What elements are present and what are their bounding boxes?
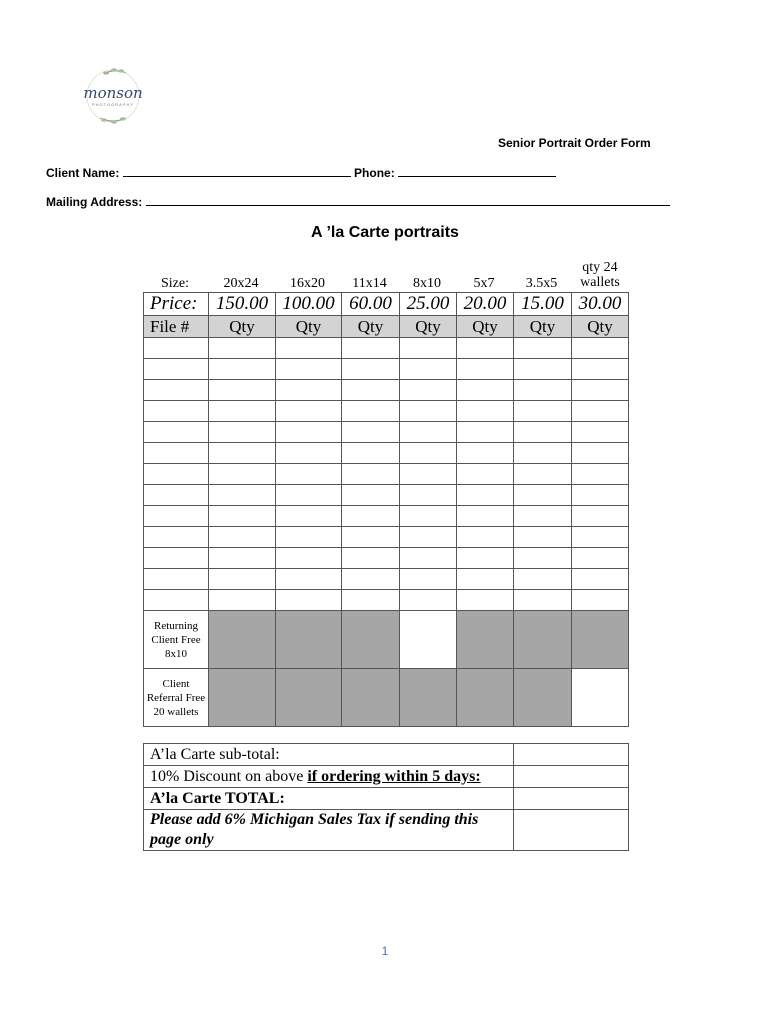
- mailing-address-label: Mailing Address:: [46, 195, 143, 209]
- file-number-cell[interactable]: [144, 422, 209, 443]
- size-label: Size:: [161, 276, 189, 291]
- disabled-cell: [209, 611, 276, 669]
- qty-cell[interactable]: [209, 527, 276, 548]
- qty-cell[interactable]: [342, 548, 400, 569]
- file-number-cell[interactable]: [144, 464, 209, 485]
- qty-cell[interactable]: [276, 590, 342, 611]
- qty-cell[interactable]: [209, 401, 276, 422]
- section-title: A ’la Carte portraits: [311, 224, 459, 241]
- entry-row: [144, 464, 629, 485]
- entry-cell[interactable]: [400, 611, 457, 669]
- size-header: 11x14: [352, 276, 387, 291]
- file-number-cell[interactable]: [144, 527, 209, 548]
- size-header: 3.5x5: [525, 276, 558, 291]
- qty-cell[interactable]: [400, 380, 457, 401]
- file-number-cell[interactable]: [144, 590, 209, 611]
- qty-cell[interactable]: [276, 548, 342, 569]
- qty-cell[interactable]: [400, 506, 457, 527]
- qty-cell[interactable]: [514, 380, 572, 401]
- qty-cell[interactable]: [457, 506, 514, 527]
- file-number-cell[interactable]: [144, 401, 209, 422]
- qty-cell[interactable]: [276, 380, 342, 401]
- returning-client-label: Returning Client Free 8x10: [144, 611, 209, 669]
- qty-cell[interactable]: [400, 527, 457, 548]
- qty-cell[interactable]: [572, 590, 629, 611]
- qty-cell[interactable]: [276, 422, 342, 443]
- qty-cell[interactable]: [457, 359, 514, 380]
- qty-cell[interactable]: [400, 401, 457, 422]
- qty-cell[interactable]: [514, 338, 572, 359]
- qty-cell[interactable]: [209, 443, 276, 464]
- qty-label: Qty: [209, 316, 276, 338]
- price-cell: 60.00: [342, 293, 400, 316]
- discount-condition: if ordering within 5 days:: [307, 767, 481, 785]
- qty-cell[interactable]: [457, 380, 514, 401]
- client-info-row: [46, 165, 556, 180]
- tax-value[interactable]: [514, 810, 629, 851]
- qty-label: Qty: [276, 316, 342, 338]
- disabled-cell: [400, 669, 457, 727]
- total-label: A’la Carte TOTAL:: [144, 788, 514, 810]
- entry-row: [144, 506, 629, 527]
- qty-cell[interactable]: [514, 485, 572, 506]
- disabled-cell: [209, 669, 276, 727]
- file-number-cell[interactable]: [144, 569, 209, 590]
- price-cell: 30.00: [572, 293, 629, 316]
- qty-cell[interactable]: [400, 422, 457, 443]
- qty-cell[interactable]: [572, 443, 629, 464]
- size-header: 16x20: [290, 276, 325, 291]
- price-cell: 25.00: [400, 293, 457, 316]
- qty-cell[interactable]: [342, 485, 400, 506]
- order-table: [143, 292, 629, 727]
- qty-cell[interactable]: [572, 506, 629, 527]
- qty-cell[interactable]: [276, 506, 342, 527]
- price-label: Price:: [144, 293, 209, 316]
- totals-table: [143, 743, 629, 851]
- qty-cell[interactable]: [400, 569, 457, 590]
- disabled-cell: [342, 611, 400, 669]
- price-cell: 150.00: [209, 293, 276, 316]
- qty-cell[interactable]: [342, 422, 400, 443]
- qty-cell[interactable]: [457, 527, 514, 548]
- disabled-cell: [342, 669, 400, 727]
- price-cell: 15.00: [514, 293, 572, 316]
- qty-cell[interactable]: [342, 506, 400, 527]
- qty-cell[interactable]: [209, 359, 276, 380]
- qty-cell[interactable]: [457, 569, 514, 590]
- qty-label: Qty: [572, 316, 629, 338]
- entry-row: [144, 548, 629, 569]
- entry-cell[interactable]: [572, 669, 629, 727]
- qty-cell[interactable]: [209, 380, 276, 401]
- qty-cell[interactable]: [400, 485, 457, 506]
- disabled-cell: [572, 611, 629, 669]
- qty-cell[interactable]: [342, 443, 400, 464]
- disabled-cell: [457, 611, 514, 669]
- client-referral-label: Client Referral Free 20 wallets: [144, 669, 209, 727]
- disabled-cell: [514, 669, 572, 727]
- qty-cell[interactable]: [342, 464, 400, 485]
- qty-cell[interactable]: [572, 338, 629, 359]
- qty-cell[interactable]: [514, 422, 572, 443]
- qty-cell[interactable]: [209, 338, 276, 359]
- phone-label: Phone:: [354, 166, 395, 180]
- qty-cell[interactable]: [209, 422, 276, 443]
- qty-cell[interactable]: [514, 464, 572, 485]
- qty-cell[interactable]: [342, 590, 400, 611]
- file-number-cell[interactable]: [144, 338, 209, 359]
- size-header: 5x7: [473, 276, 495, 291]
- form-title: Senior Portrait Order Form: [498, 136, 651, 150]
- disabled-cell: [457, 669, 514, 727]
- qty-cell[interactable]: [457, 443, 514, 464]
- qty-label: Qty: [514, 316, 572, 338]
- qty-cell[interactable]: [457, 548, 514, 569]
- qty-cell[interactable]: [514, 527, 572, 548]
- discount-value[interactable]: [514, 766, 629, 788]
- file-number-cell[interactable]: [144, 548, 209, 569]
- total-row: [144, 788, 629, 810]
- qty-cell[interactable]: [400, 338, 457, 359]
- price-cell: 100.00: [276, 293, 342, 316]
- file-number-cell[interactable]: [144, 359, 209, 380]
- entry-row: [144, 569, 629, 590]
- client-name-label: Client Name:: [46, 166, 120, 180]
- qty-cell[interactable]: [342, 338, 400, 359]
- qty-cell[interactable]: [209, 569, 276, 590]
- subtotal-row: [144, 744, 629, 766]
- qty-cell[interactable]: [572, 359, 629, 380]
- qty-cell[interactable]: [400, 443, 457, 464]
- qty-cell[interactable]: [572, 527, 629, 548]
- qty-cell[interactable]: [276, 338, 342, 359]
- qty-cell[interactable]: [276, 464, 342, 485]
- discount-text: 10% Discount on above: [150, 767, 308, 785]
- size-header: qty 24 wallets: [580, 260, 620, 290]
- qty-cell[interactable]: [209, 590, 276, 611]
- qty-cell[interactable]: [276, 569, 342, 590]
- qty-label: Qty: [342, 316, 400, 338]
- qty-cell[interactable]: [342, 380, 400, 401]
- qty-cell[interactable]: [457, 422, 514, 443]
- qty-cell[interactable]: [276, 527, 342, 548]
- entry-row: [144, 359, 629, 380]
- qty-cell[interactable]: [572, 485, 629, 506]
- subtotal-label: A’la Carte sub-total:: [144, 744, 514, 766]
- discount-label: [144, 766, 514, 788]
- page-number: 1: [381, 944, 389, 958]
- entry-row: [144, 485, 629, 506]
- file-number-label: File #: [144, 316, 209, 338]
- disabled-cell: [514, 611, 572, 669]
- qty-cell[interactable]: [572, 569, 629, 590]
- qty-cell[interactable]: [209, 464, 276, 485]
- qty-cell[interactable]: [514, 443, 572, 464]
- subtotal-value[interactable]: [514, 744, 629, 766]
- company-logo: [74, 66, 152, 128]
- tax-row: [144, 810, 629, 851]
- disabled-cell: [276, 669, 342, 727]
- qty-cell[interactable]: [572, 380, 629, 401]
- file-number-cell[interactable]: [144, 443, 209, 464]
- qty-cell[interactable]: [457, 338, 514, 359]
- total-value[interactable]: [514, 788, 629, 810]
- qty-cell[interactable]: [457, 401, 514, 422]
- entry-row: [144, 338, 629, 359]
- qty-cell[interactable]: [400, 464, 457, 485]
- price-cell: 20.00: [457, 293, 514, 316]
- qty-cell[interactable]: [276, 485, 342, 506]
- qty-cell[interactable]: [457, 485, 514, 506]
- qty-cell[interactable]: [276, 359, 342, 380]
- tax-note: Please add 6% Michigan Sales Tax if sending this page only: [144, 810, 514, 851]
- client-name-field[interactable]: [123, 165, 351, 177]
- qty-cell[interactable]: [572, 422, 629, 443]
- qty-cell[interactable]: [514, 590, 572, 611]
- file-number-cell[interactable]: [144, 380, 209, 401]
- entry-row: [144, 590, 629, 611]
- qty-cell[interactable]: [276, 401, 342, 422]
- phone-field[interactable]: [398, 165, 556, 177]
- qty-cell[interactable]: [400, 590, 457, 611]
- logo-tagline: PHOTOGRAPHY: [91, 102, 135, 107]
- address-row: [46, 194, 670, 209]
- qty-cell[interactable]: [514, 401, 572, 422]
- qty-cell[interactable]: [514, 359, 572, 380]
- size-header: 8x10: [413, 276, 441, 291]
- returning-client-row: [144, 611, 629, 669]
- qty-cell[interactable]: [572, 464, 629, 485]
- qty-cell[interactable]: [572, 401, 629, 422]
- qty-cell[interactable]: [342, 359, 400, 380]
- qty-cell[interactable]: [209, 506, 276, 527]
- entry-row: [144, 443, 629, 464]
- qty-label: Qty: [457, 316, 514, 338]
- qty-cell[interactable]: [457, 464, 514, 485]
- price-row: [144, 293, 629, 316]
- entry-row: [144, 422, 629, 443]
- qty-cell[interactable]: [457, 590, 514, 611]
- qty-cell[interactable]: [209, 548, 276, 569]
- entry-row: [144, 401, 629, 422]
- qty-cell[interactable]: [342, 527, 400, 548]
- qty-cell[interactable]: [209, 485, 276, 506]
- file-number-cell[interactable]: [144, 485, 209, 506]
- size-header: 20x24: [223, 276, 259, 291]
- qty-cell[interactable]: [514, 569, 572, 590]
- disabled-cell: [276, 611, 342, 669]
- entry-row: [144, 380, 629, 401]
- file-number-cell[interactable]: [144, 506, 209, 527]
- mailing-address-field[interactable]: [146, 194, 670, 206]
- qty-label: Qty: [400, 316, 457, 338]
- logo-name: monson: [83, 84, 143, 102]
- qty-header-row: [144, 316, 629, 338]
- qty-cell[interactable]: [400, 548, 457, 569]
- qty-cell[interactable]: [572, 548, 629, 569]
- qty-cell[interactable]: [342, 401, 400, 422]
- qty-cell[interactable]: [276, 443, 342, 464]
- qty-cell[interactable]: [514, 548, 572, 569]
- client-referral-row: [144, 669, 629, 727]
- qty-cell[interactable]: [514, 506, 572, 527]
- entry-row: [144, 527, 629, 548]
- qty-cell[interactable]: [342, 569, 400, 590]
- qty-cell[interactable]: [400, 359, 457, 380]
- discount-row: [144, 766, 629, 788]
